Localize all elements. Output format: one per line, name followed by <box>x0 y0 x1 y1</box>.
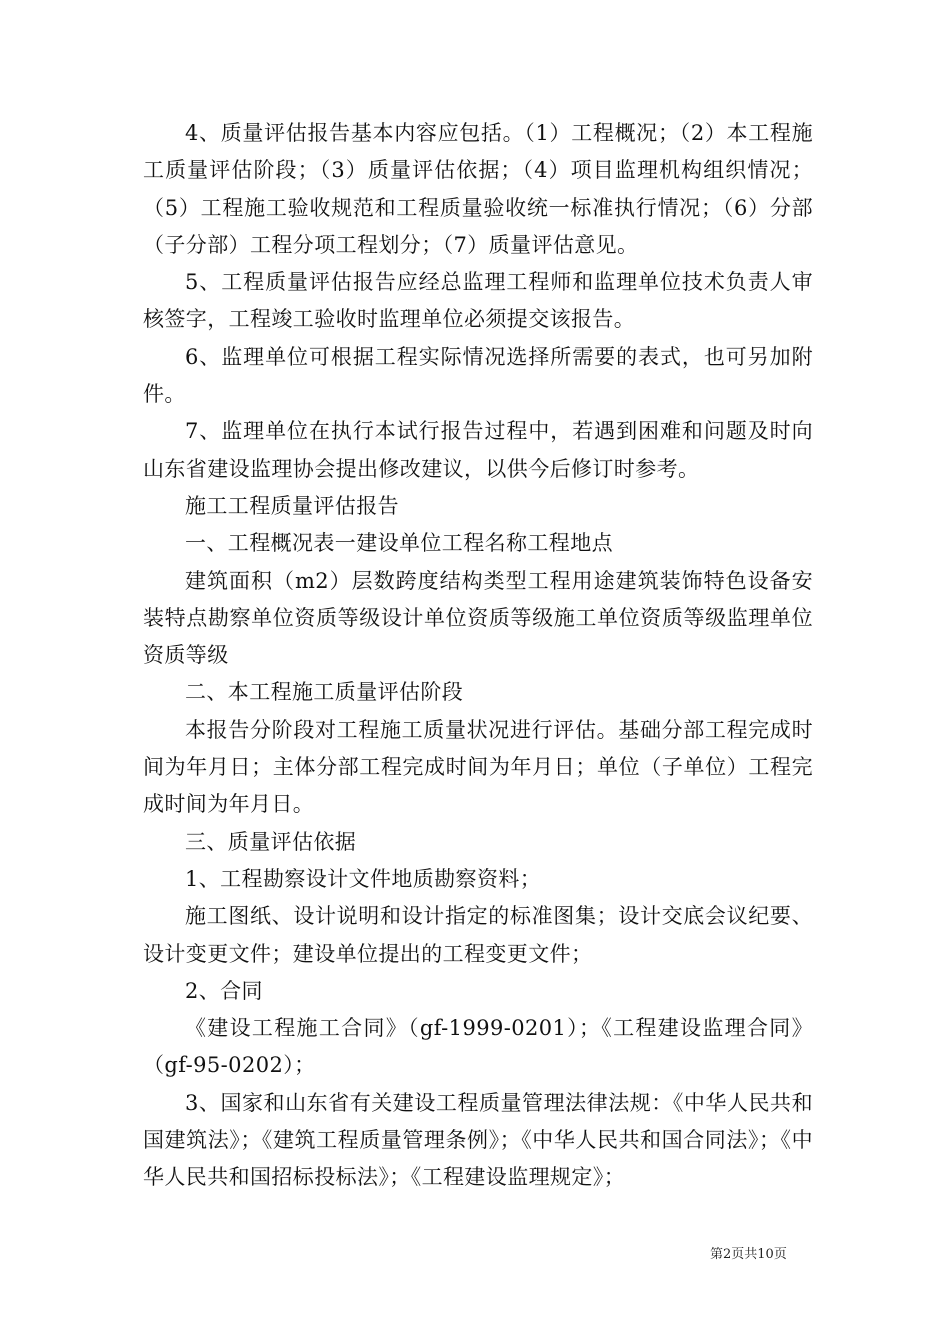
paragraph-item-6: 6、监理单位可根据工程实际情况选择所需要的表式，也可另加附件。 <box>143 344 813 407</box>
report-title: 施工工程质量评估报告 <box>185 493 399 518</box>
basis-item-1: 1、工程勘察设计文件地质勘察资料； <box>185 866 542 891</box>
paragraph-item-5: 5、工程质量评估报告应经总监理工程师和监理单位技术负责人审核签字，工程竣工验收时监理单位必须提交该报告。 <box>143 270 813 332</box>
basis-item-1-detail: 施工图纸、设计说明和设计指定的标准图集；设计交底会议纪要、设计变更文件；建设单位提出的工程变更文件； <box>143 904 813 966</box>
page-number: 第2页共10页 <box>710 1247 787 1262</box>
document-body <box>143 115 813 1197</box>
section-heading-stage: 二、本工程施工质量评估阶段 <box>185 680 464 705</box>
stage-description: 本报告分阶段对工程施工质量状况进行评估。基础分部工程完成时间为年月日；主体分部工程完成时间为年月日；单位（子单位）工程完成时间为年月日。 <box>143 717 813 817</box>
paragraph-item-4: 4、质量评估报告基本内容应包括。（1）工程概况；（2）本工程施工质量评估阶段；（3）质量评估依据；（4）项目监理机构组织情况；（5）工程施工验收规范和工程质量验收统一标准执行情况；（6）分部（子分部）工程分项工程划分；（7）质量评估意见。 <box>143 121 813 257</box>
section-heading-overview: 一、工程概况表一建设单位工程名称工程地点 <box>185 531 613 556</box>
basis-item-2: 2、合同 <box>185 978 263 1003</box>
basis-item-3: 3、国家和山东省有关建设工程质量管理法律法规：《中华人民共和国建筑法》；《建筑工程质量管理条例》；《中华人民共和国合同法》；《中华人民共和国招标投标法》；《工程建设监理规定》； <box>143 1090 813 1190</box>
overview-table-fields: 建筑面积（m2）层数跨度结构类型工程用途建筑装饰特色设备安装特点勘察单位资质等级设计单位资质等级施工单位资质等级监理单位资质等级 <box>143 568 813 668</box>
section-heading-basis: 三、质量评估依据 <box>185 829 357 854</box>
paragraph-item-7: 7、监理单位在执行本试行报告过程中，若遇到困难和问题及时向山东省建设监理协会提出修改建议，以供今后修订时参考。 <box>143 419 813 481</box>
basis-item-2-detail: 《建设工程施工合同》（gf-1999-0201）；《工程建设监理合同》（gf-95-0202）； <box>143 1016 813 1078</box>
